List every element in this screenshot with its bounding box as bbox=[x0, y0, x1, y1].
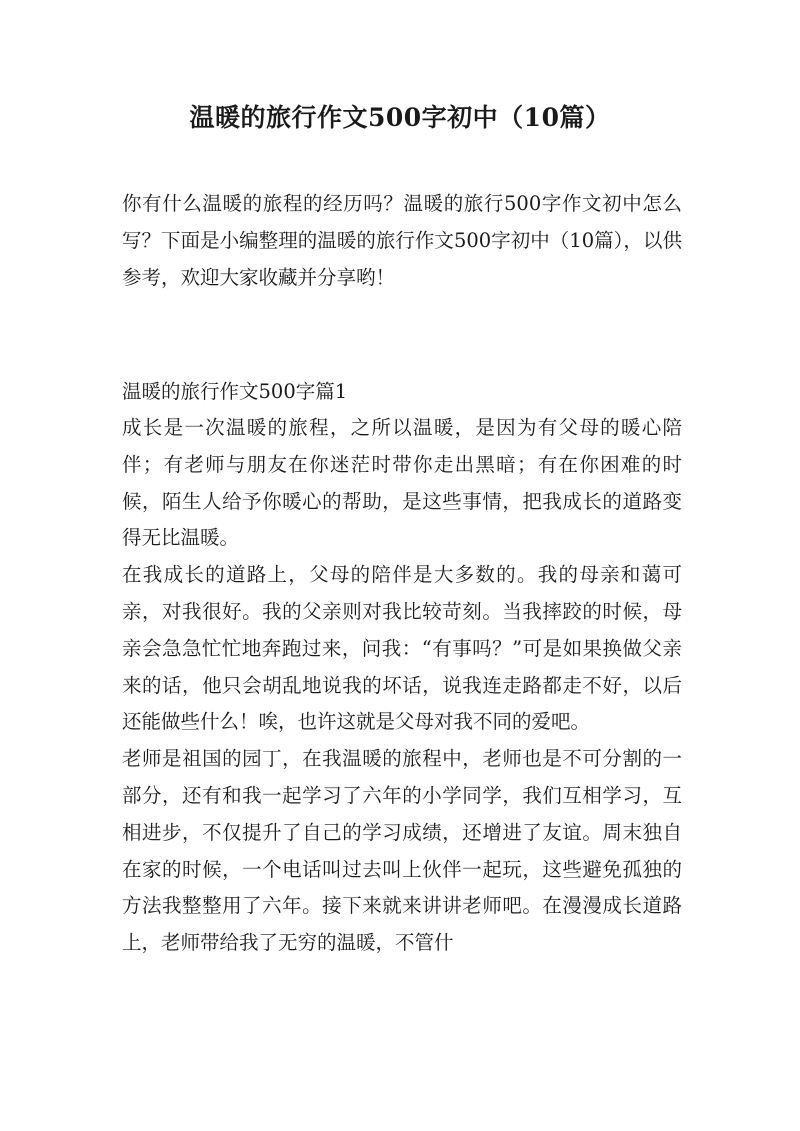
body-paragraph-1: 成长是一次温暖的旅程，之所以温暖，是因为有父母的暖心陪伴；有老师与朋友在你迷茫时带你走出黑暗；有在你困难的时候，陌生人给予你暖心的帮助，是这些事情，把我成长的道路变得无比温暖。 bbox=[122, 416, 682, 550]
intro-paragraph: 你有什么温暖的旅程的经历吗？温暖的旅行500字作文初中怎么写？下面是小编整理的温暖的旅行作文500字初中（10篇），以供参考，欢迎大家收藏并分享哟！ bbox=[122, 192, 682, 289]
section-heading: 温暖的旅行作文500字篇1 bbox=[122, 380, 348, 403]
article-body bbox=[122, 410, 682, 962]
document-title: 温暖的旅行作文500字初中（10篇） bbox=[189, 103, 611, 132]
body-paragraph-2: 在我成长的道路上，父母的陪伴是大多数的。我的母亲和蔼可亲，对我很好。我的父亲则对我比较苛刻。当我摔跤的时候，母亲会急急忙忙地奔跑过来，问我：“有事吗？”可是如果换做父亲来的话，他只会胡乱地说我的坏话，说我连走路都走不好，以后还能做些什么！唉，也许这就是父母对我不同的爱吧。 bbox=[122, 563, 682, 734]
body-paragraph-3: 老师是祖国的园丁，在我温暖的旅程中，老师也是不可分割的一部分，还有和我一起学习了六年的小学同学，我们互相学习，互相进步，不仅提升了自己的学习成绩，还增进了友谊。周末独自在家的时候，一个电话叫过去叫上伙伴一起玩，这些避免孤独的方法我整整用了六年。接下来就来讲讲老师吧。在漫漫成长道路上，老师带给我了无穷的温暖，不管什 bbox=[122, 747, 682, 955]
